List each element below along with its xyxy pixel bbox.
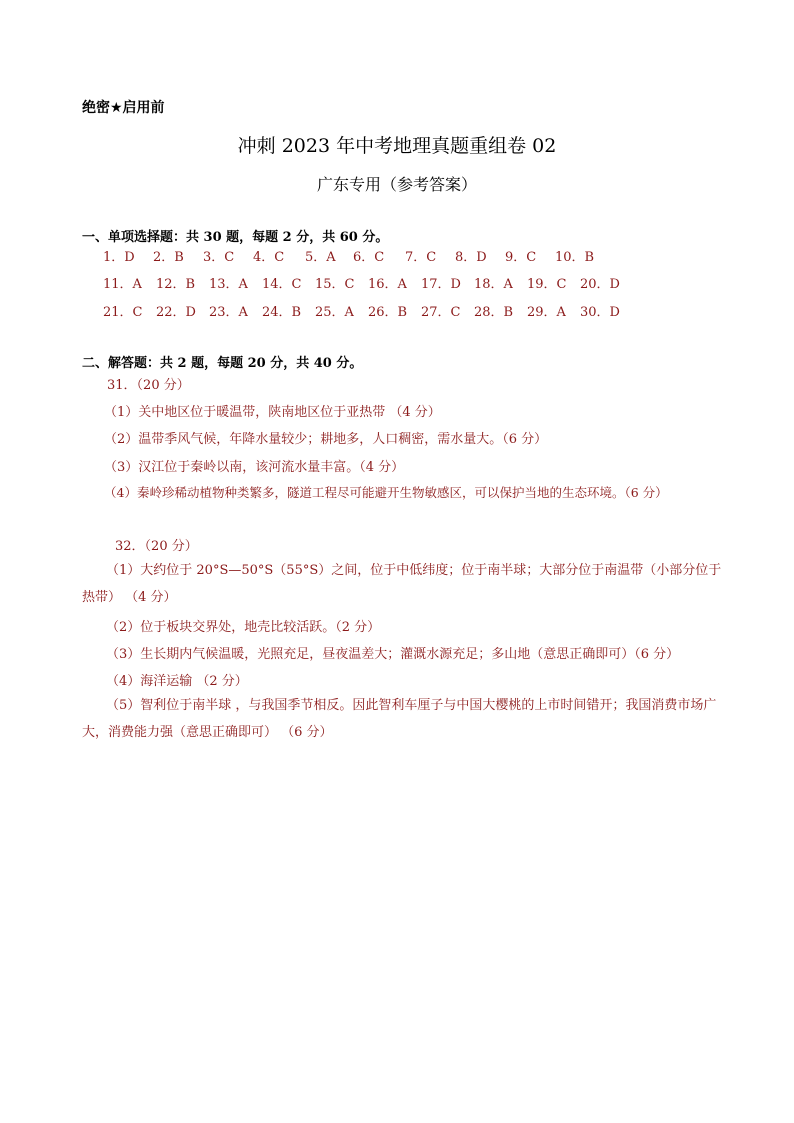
document-title: 冲刺 2023 年中考地理真题重组卷 02: [237, 135, 557, 157]
answer-item: 24．B: [262, 305, 302, 320]
answer-row-2: [103, 273, 620, 292]
answer-item: 18．A: [474, 277, 513, 292]
answer-item: 14．C: [262, 277, 302, 292]
answer-item: 5．A: [305, 250, 336, 265]
section-heading-answer: 二、解答题：共 2 题，每题 20 分，共 40 分。: [82, 356, 363, 371]
q32-answer-1: （1）大约位于 20°S—50°S（55°S）之间，位于中低纬度；位于南半球；大部分位于南温带（小部分位于热带） （4 分）: [82, 563, 722, 605]
answer-item: 28．B: [474, 305, 514, 320]
answer-item: 10．B: [555, 250, 595, 265]
question-32-label: 32．（20 分）: [115, 539, 198, 554]
answer-item: 26．B: [368, 305, 408, 320]
answer-row-3: [103, 301, 620, 320]
answer-item: 1．D: [103, 250, 135, 265]
answer-item: 8．D: [455, 250, 487, 265]
answer-item: 23．A: [209, 305, 248, 320]
q32-answer-3: （3）生长期内气候温暖，光照充足，昼夜温差大；灌溉水源充足；多山地（意思正确即可）（6 分）: [106, 647, 680, 662]
q32-answer-5: （5）智利位于南半球 ，与我国季节相反。因此智利车厘子与中国大樱桃的上市时间错开；我国消费市场广大，消费能力强（意思正确即可） （6 分）: [82, 698, 717, 740]
answer-item: 20．D: [580, 277, 620, 292]
answer-item: 29．A: [527, 305, 566, 320]
q31-answer-4: （4）秦岭珍稀动植物种类繁多，隧道工程尽可能避开生物敏感区，可以保护当地的生态环境。（6 分）: [104, 485, 668, 500]
answer-item: 30．D: [580, 305, 620, 320]
answer-item: 21．C: [103, 305, 143, 320]
answer-item: 4．C: [253, 250, 285, 265]
answer-item: 17．D: [421, 277, 461, 292]
answer-row-1: [103, 246, 594, 265]
confidential-label: 绝密★启用前: [82, 100, 165, 116]
answer-item: 25．A: [315, 305, 354, 320]
answer-item: 3．C: [203, 250, 235, 265]
question-31-label: 31．（20 分）: [107, 378, 190, 393]
answer-item: 22．D: [156, 305, 196, 320]
q32-answer-2: （2）位于板块交界处，地壳比较活跃。（2 分）: [106, 620, 381, 635]
document-subtitle: 广东专用（参考答案）: [316, 175, 477, 194]
answer-item: 2．B: [153, 250, 184, 265]
answer-item: 15．C: [315, 277, 355, 292]
answer-item: 6．C: [353, 250, 385, 265]
answer-item: 16．A: [368, 277, 407, 292]
answer-item: 9．C: [505, 250, 537, 265]
answer-item: 12．B: [156, 277, 196, 292]
answer-item: 27．C: [421, 305, 461, 320]
q32-answer-4: （4）海洋运输 （2 分）: [106, 674, 248, 689]
q31-answer-2: （2）温带季风气候，年降水量较少；耕地多，人口稠密，需水量大。（6 分）: [104, 432, 548, 447]
q31-answer-3: （3）汉江位于秦岭以南，该河流水量丰富。（4 分）: [104, 460, 405, 475]
q31-answer-1: （1）关中地区位于暖温带，陕南地区位于亚热带 （4 分）: [104, 405, 441, 420]
answer-item: 7．C: [405, 250, 437, 265]
answer-item: 11．A: [103, 277, 142, 292]
answer-item: 13．A: [209, 277, 248, 292]
section-heading-choice: 一、单项选择题：共 30 题，每题 2 分，共 60 分。: [82, 230, 389, 245]
answer-item: 19．C: [527, 277, 567, 292]
